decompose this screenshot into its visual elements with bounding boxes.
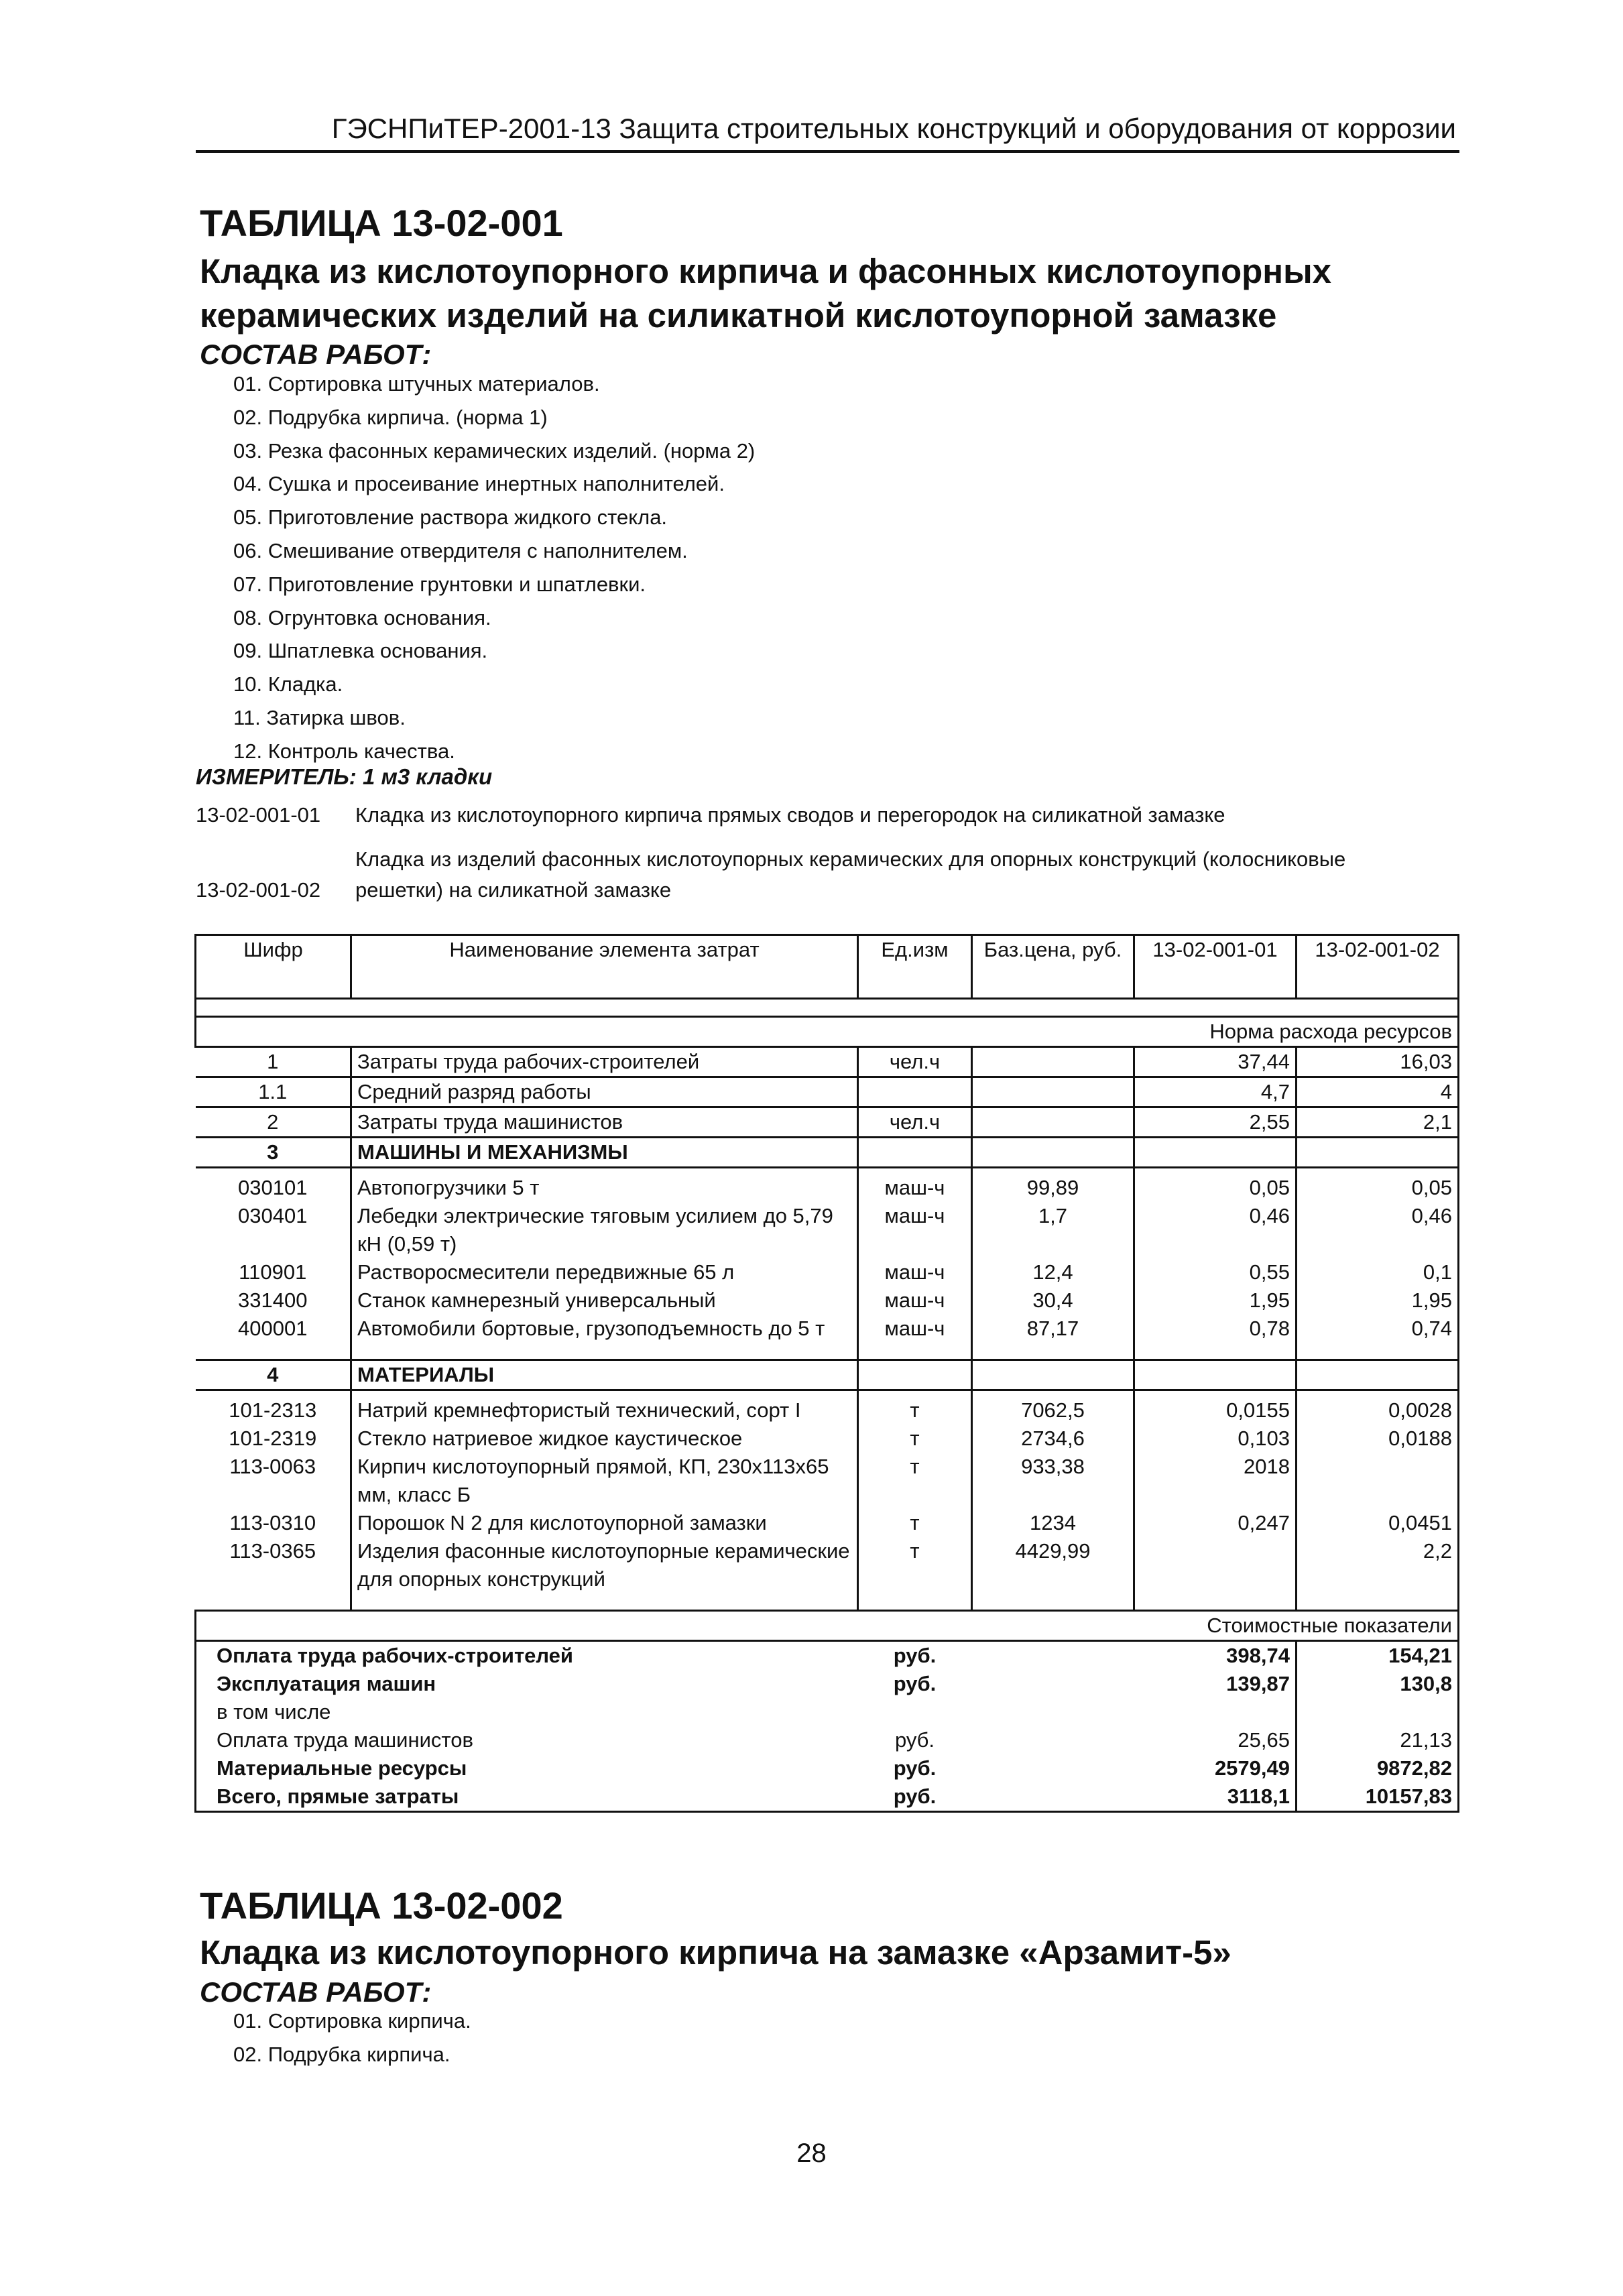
table-row [196, 1315, 1459, 1343]
cell-value-1: 0,55 [1134, 1258, 1297, 1286]
cell-price: 1,7 [972, 1202, 1134, 1258]
table-row [196, 1168, 1459, 1203]
cell-name: Натрий кремнефтористый технический, сорт I [351, 1390, 858, 1425]
cell-unit: т [910, 1398, 920, 1422]
cell-code: 101-2313 [229, 1398, 317, 1422]
cell-code: 331400 [238, 1288, 308, 1312]
cell-value-2: 0,0188 [1297, 1425, 1459, 1453]
work-item: 01. Сортировка штучных материалов. [233, 372, 600, 396]
cell-code: 4 [196, 1360, 351, 1390]
cell-unit: т [910, 1511, 920, 1534]
table-row [196, 1286, 1459, 1315]
cell-price [972, 1077, 1134, 1107]
table-row [196, 1509, 1459, 1537]
cell-code: 113-0365 [229, 1539, 316, 1563]
cell-price [972, 1138, 1134, 1168]
cell-value-2: 2,1 [1297, 1107, 1459, 1138]
cell-code: 113-0063 [229, 1455, 316, 1478]
cell-value-2: 4 [1297, 1077, 1459, 1107]
work-item: 02. Подрубка кирпича. (норма 1) [233, 405, 548, 429]
cell-price: 1234 [972, 1509, 1134, 1537]
cell-value-1: 0,78 [1134, 1315, 1297, 1343]
cell-name: Средний разряд работы [351, 1077, 858, 1107]
cell-name: МАШИНЫ И МЕХАНИЗМЫ [351, 1138, 858, 1168]
total-unit [858, 1698, 972, 1726]
total-value-2: 21,13 [1297, 1726, 1459, 1754]
cell-value-2: 0,0028 [1297, 1390, 1459, 1425]
works-list [233, 367, 755, 768]
cell-unit: маш-ч [884, 1317, 945, 1340]
column-header: 13-02-001-01 [1134, 935, 1297, 999]
table-section-row [196, 1138, 1459, 1168]
total-name: Эксплуатация машин [196, 1670, 858, 1698]
table-row [196, 1258, 1459, 1286]
total-row [196, 1698, 1459, 1726]
work-item: 11. Затирка швов. [233, 705, 406, 729]
cell-price: 4429,99 [972, 1537, 1134, 1593]
cell-value-1: 0,05 [1134, 1168, 1297, 1203]
cell-code: 2 [196, 1107, 351, 1138]
cell-value-2: 16,03 [1297, 1047, 1459, 1077]
cell-name: Автомобили бортовые, грузоподъемность до 5 т [351, 1315, 858, 1343]
cell-value-1: 0,103 [1134, 1425, 1297, 1453]
total-row [196, 1754, 1459, 1783]
cell-value-2: 0,74 [1297, 1315, 1459, 1343]
works-label: СОСТАВ РАБОТ: [200, 1976, 432, 2008]
table-row [196, 1202, 1459, 1258]
total-row [196, 1641, 1459, 1671]
column-header: Баз.цена, руб. [972, 935, 1134, 999]
cell-unit [858, 1138, 972, 1168]
cell-price: 30,4 [972, 1286, 1134, 1315]
total-value-1: 139,87 [1134, 1670, 1297, 1698]
cell-name: Стекло натриевое жидкое каустическое [351, 1425, 858, 1453]
cell-unit: т [910, 1427, 920, 1450]
cell-value-1: 2018 [1134, 1453, 1297, 1509]
total-name: Материальные ресурсы [196, 1754, 858, 1783]
total-value-2: 154,21 [1297, 1641, 1459, 1671]
work-item: 12. Контроль качества. [233, 739, 455, 763]
cell-price: 99,89 [972, 1168, 1134, 1203]
table-row [196, 1453, 1459, 1509]
cell-value-1: 4,7 [1134, 1077, 1297, 1107]
measure-unit: ИЗМЕРИТЕЛЬ: 1 м3 кладки [196, 764, 493, 789]
total-unit: руб. [893, 1644, 937, 1667]
running-header: ГЭСНПиТЕР-2001-13 Защита строительных конструкций и оборудования от коррозии [331, 113, 1456, 144]
cell-unit: маш-ч [884, 1288, 945, 1312]
column-header: Наименование элемента затрат [351, 935, 858, 999]
cell-price [972, 1107, 1134, 1138]
cell-value-2: 0,46 [1297, 1202, 1459, 1258]
cell-code: 110901 [239, 1260, 307, 1284]
header-rule [196, 150, 1459, 153]
total-value-1 [1134, 1698, 1297, 1726]
total-row [196, 1726, 1459, 1754]
variant-text: Кладка из изделий фасонных кислотоупорных керамических для опорных конструкций (колосниковые [355, 847, 1346, 871]
table-header-row [196, 935, 1459, 999]
cell-value-1 [1134, 1138, 1297, 1168]
table-row [196, 1107, 1459, 1138]
cell-unit: чел.ч [858, 1047, 972, 1077]
work-item: 01. Сортировка кирпича. [233, 2009, 471, 2033]
cell-name: Растворосмесители передвижные 65 л [351, 1258, 858, 1286]
table-row [196, 1047, 1459, 1077]
cell-name: Затраты труда машинистов [351, 1107, 858, 1138]
cell-name: Лебедки электрические тяговым усилием до 5,79 кН (0,59 т) [351, 1202, 858, 1258]
cell-name: МАТЕРИАЛЫ [351, 1360, 858, 1390]
variant-text: Кладка из кислотоупорного кирпича прямых сводов и перегородок на силикатной замазке [355, 803, 1225, 827]
cell-value-1: 2,55 [1134, 1107, 1297, 1138]
cell-unit: чел.ч [858, 1107, 972, 1138]
column-header: 13-02-001-02 [1297, 935, 1459, 999]
cell-code: 030401 [238, 1204, 308, 1227]
norm-section-label: Норма расхода ресурсов [196, 1017, 1459, 1047]
cell-unit [858, 1360, 972, 1390]
cell-code: 3 [196, 1138, 351, 1168]
cell-value-2: 0,05 [1297, 1168, 1459, 1203]
cell-value-2: 1,95 [1297, 1286, 1459, 1315]
cell-code: 113-0310 [229, 1511, 316, 1534]
cell-unit: маш-ч [884, 1204, 945, 1227]
table-row [196, 1425, 1459, 1453]
cell-code: 1 [196, 1047, 351, 1077]
variant-text: решетки) на силикатной замазке [355, 878, 672, 902]
total-value-2: 10157,83 [1297, 1783, 1459, 1812]
cell-code: 030101 [238, 1176, 308, 1199]
total-name: Оплата труда рабочих-строителей [196, 1641, 858, 1671]
cell-value-1 [1134, 1537, 1297, 1593]
cell-name: Порошок N 2 для кислотоупорной замазки [351, 1509, 858, 1537]
total-row [196, 1670, 1459, 1698]
cell-value-1: 0,0155 [1134, 1390, 1297, 1425]
variant-code: 13-02-001-01 [196, 803, 321, 827]
cell-value-2 [1297, 1360, 1459, 1390]
cell-code: 400001 [238, 1317, 308, 1340]
cell-unit: маш-ч [884, 1260, 945, 1284]
cell-value-2 [1297, 1138, 1459, 1168]
cell-price: 2734,6 [972, 1425, 1134, 1453]
total-value-2: 9872,82 [1297, 1754, 1459, 1783]
work-item: 08. Огрунтовка основания. [233, 605, 491, 629]
cell-price [972, 1047, 1134, 1077]
cell-price: 933,38 [972, 1453, 1134, 1509]
total-value-2 [1297, 1698, 1459, 1726]
total-unit: руб. [858, 1783, 972, 1812]
table-subtitle [200, 249, 1331, 338]
table-row [196, 1537, 1459, 1593]
cell-name: Кирпич кислотоупорный прямой, КП, 230х113х65 мм, класс Б [351, 1453, 858, 1509]
cell-price [972, 1360, 1134, 1390]
work-item: 02. Подрубка кирпича. [233, 2042, 450, 2066]
total-value-2: 130,8 [1297, 1670, 1459, 1698]
cell-unit: т [910, 1539, 920, 1563]
total-row [196, 1783, 1459, 1812]
work-item: 09. Шпатлевка основания. [233, 639, 488, 663]
cell-code: 101-2319 [229, 1427, 317, 1450]
total-name: Оплата труда машинистов [196, 1726, 858, 1754]
table-row [196, 1390, 1459, 1425]
work-item: 05. Приготовление раствора жидкого стекла. [233, 505, 668, 530]
table-subtitle-line: керамических изделий на силикатной кислотоупорной замазке [200, 296, 1277, 335]
cell-name: Автопогрузчики 5 т [351, 1168, 858, 1203]
table-row [196, 1077, 1459, 1107]
cell-price: 12,4 [972, 1258, 1134, 1286]
column-header: Ед.изм [858, 935, 972, 999]
cell-value-1: 1,95 [1134, 1286, 1297, 1315]
norm-section-row [196, 1017, 1459, 1047]
cell-name: Затраты труда рабочих-строителей [351, 1047, 858, 1077]
work-item: 04. Сушка и просеивание инертных наполнителей. [233, 472, 725, 496]
total-value-1: 25,65 [1134, 1726, 1297, 1754]
cell-value-1 [1134, 1360, 1297, 1390]
page-number: 28 [796, 2138, 827, 2168]
total-value-1: 3118,1 [1134, 1783, 1297, 1812]
resource-norms-table [194, 934, 1459, 1813]
total-unit: руб. [893, 1756, 937, 1780]
table-heading: ТАБЛИЦА 13-02-001 [200, 202, 563, 244]
table-heading: ТАБЛИЦА 13-02-002 [200, 1884, 563, 1927]
cell-unit: маш-ч [884, 1176, 945, 1199]
cell-price: 87,17 [972, 1315, 1134, 1343]
total-name: Всего, прямые затраты [196, 1783, 858, 1812]
works-list [233, 2004, 471, 2071]
total-value-1: 2579,49 [1134, 1754, 1297, 1783]
total-unit: руб. [894, 1728, 935, 1752]
cell-value-2: 2,2 [1297, 1537, 1459, 1593]
cell-value-1: 0,46 [1134, 1202, 1297, 1258]
variant-code: 13-02-001-02 [196, 878, 321, 902]
cell-value-1: 37,44 [1134, 1047, 1297, 1077]
table-section-row [196, 1360, 1459, 1390]
work-item: 03. Резка фасонных керамических изделий. (норма 2) [233, 438, 756, 463]
cell-value-2 [1297, 1453, 1459, 1509]
works-label: СОСТАВ РАБОТ: [200, 339, 432, 370]
work-item: 07. Приготовление грунтовки и шпатлевки. [233, 572, 646, 596]
column-header: Шифр [196, 935, 351, 999]
cost-section-label: Стоимостные показатели [196, 1611, 1459, 1641]
cell-value-2: 0,1 [1297, 1258, 1459, 1286]
work-item: 06. Смешивание отвердителя с наполнителем. [233, 538, 688, 562]
table-subtitle: Кладка из кислотоупорного кирпича на замазке «Арзамит-5» [200, 1933, 1231, 1972]
cell-name: Изделия фасонные кислотоупорные керамические для опорных конструкций [351, 1537, 858, 1593]
cell-value-2: 0,0451 [1297, 1509, 1459, 1537]
cell-value-1: 0,247 [1134, 1509, 1297, 1537]
cell-price: 7062,5 [972, 1390, 1134, 1425]
total-value-1: 398,74 [1134, 1641, 1297, 1671]
cell-unit [858, 1077, 972, 1107]
total-unit: руб. [893, 1672, 937, 1695]
work-item: 10. Кладка. [233, 672, 343, 697]
cell-code: 1.1 [196, 1077, 351, 1107]
table-subtitle-line: Кладка из кислотоупорного кирпича и фасонных кислотоупорных [200, 252, 1332, 290]
total-name: в том числе [196, 1698, 858, 1726]
cost-section-row [196, 1611, 1459, 1641]
cell-name: Станок камнерезный универсальный [351, 1286, 858, 1315]
cell-unit: т [910, 1455, 920, 1478]
